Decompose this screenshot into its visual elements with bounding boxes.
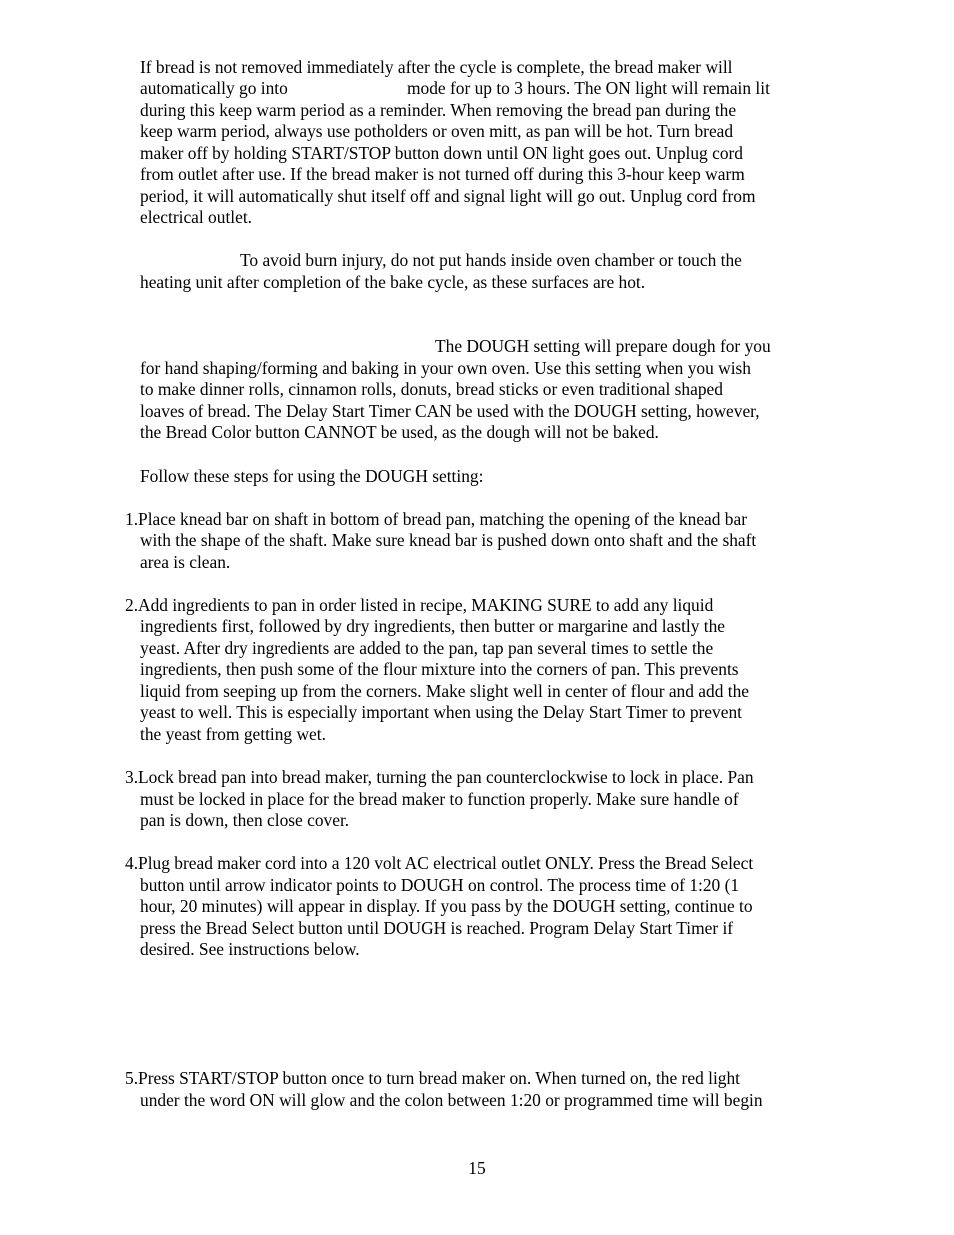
keepwarm-line-3: during this keep warm period as a reminder. When removing the bread pan during the [140,100,737,120]
step4-line-3: hour, 20 minutes) will appear in display. If you pass by the DOUGH setting, continue to [140,896,753,916]
keepwarm-line-4: keep warm period, always use potholders or oven mitt, as pan will be hot. Turn bread [140,121,734,141]
step2-line-1: 2.Add ingredients to pan in order listed in recipe, MAKING SURE to add any liquid [125,595,714,615]
step4-line-2: button until arrow indicator points to DOUGH on control. The process time of 1:20 (1 [140,875,740,895]
step1-line-3: area is clean. [140,552,231,572]
step4-line-4: press the Bread Select button until DOUGH is reached. Program Delay Start Timer if [140,918,734,938]
step2-line-4: ingredients, then push some of the flour mixture into the corners of pan. This prevents [140,659,739,679]
steps-intro: Follow these steps for using the DOUGH setting: [140,466,484,486]
step2-line-6: yeast to well. This is especially important when using the Delay Start Timer to prevent [140,702,742,722]
dough-intro-line-5: the Bread Color button CANNOT be used, as the dough will not be baked. [140,422,659,442]
dough-intro-line-4: loaves of bread. The Delay Start Timer CAN be used with the DOUGH setting, however, [140,401,760,421]
keepwarm-line-2a: automatically go into [140,78,288,98]
keepwarm-line-8: electrical outlet. [140,207,253,227]
keepwarm-line-5: maker off by holding START/STOP button down until ON light goes out. Unplug cord [140,143,743,163]
step5-line-1: 5.Press START/STOP button once to turn bread maker on. When turned on, the red light [125,1068,740,1088]
step1-line-1: 1.Place knead bar on shaft in bottom of bread pan, matching the opening of the knead bar [125,509,748,529]
dough-intro-line-2: for hand shaping/forming and baking in your own oven. Use this setting when you wish [140,358,752,378]
caution-line-2: heating unit after completion of the bake cycle, as these surfaces are hot. [140,272,646,292]
step4-line-5: desired. See instructions below. [140,939,360,959]
caution-line-1: To avoid burn injury, do not put hands inside oven chamber or touch the [240,250,742,270]
step1-line-2: with the shape of the shaft. Make sure knead bar is pushed down onto shaft and the shaft [140,530,757,550]
keepwarm-line-7: period, it will automatically shut itself off and signal light will go out. Unplug cord from [140,186,756,206]
keepwarm-line-6: from outlet after use. If the bread maker is not turned off during this 3-hour keep warm [140,164,745,184]
keepwarm-line-1: If bread is not removed immediately after the cycle is complete, the bread maker will [140,57,733,77]
step2-line-2: ingredients first, followed by dry ingredients, then butter or margarine and lastly the [140,616,726,636]
step2-line-5: liquid from seeping up from the corners. Make slight well in center of flour and add the [140,681,749,701]
step2-line-7: the yeast from getting wet. [140,724,326,744]
step3-line-1: 3.Lock bread pan into bread maker, turning the pan counterclockwise to lock in place. Pan [125,767,754,787]
keepwarm-line-2b: mode for up to 3 hours. The ON light will remain lit [407,78,770,98]
step2-line-3: yeast. After dry ingredients are added to the pan, tap pan several times to settle the [140,638,714,658]
page-number: 15 [468,1158,486,1178]
dough-intro-line-1: The DOUGH setting will prepare dough for you [435,336,771,356]
dough-intro-line-3: to make dinner rolls, cinnamon rolls, donuts, bread sticks or even traditional shaped [140,379,723,399]
step3-line-2: must be locked in place for the bread maker to function properly. Make sure handle of [140,789,739,809]
step5-line-2: under the word ON will glow and the colon between 1:20 or programmed time will begin [140,1090,763,1110]
step4-line-1: 4.Plug bread maker cord into a 120 volt AC electrical outlet ONLY. Press the Bread Select [125,853,754,873]
step3-line-3: pan is down, then close cover. [140,810,350,830]
